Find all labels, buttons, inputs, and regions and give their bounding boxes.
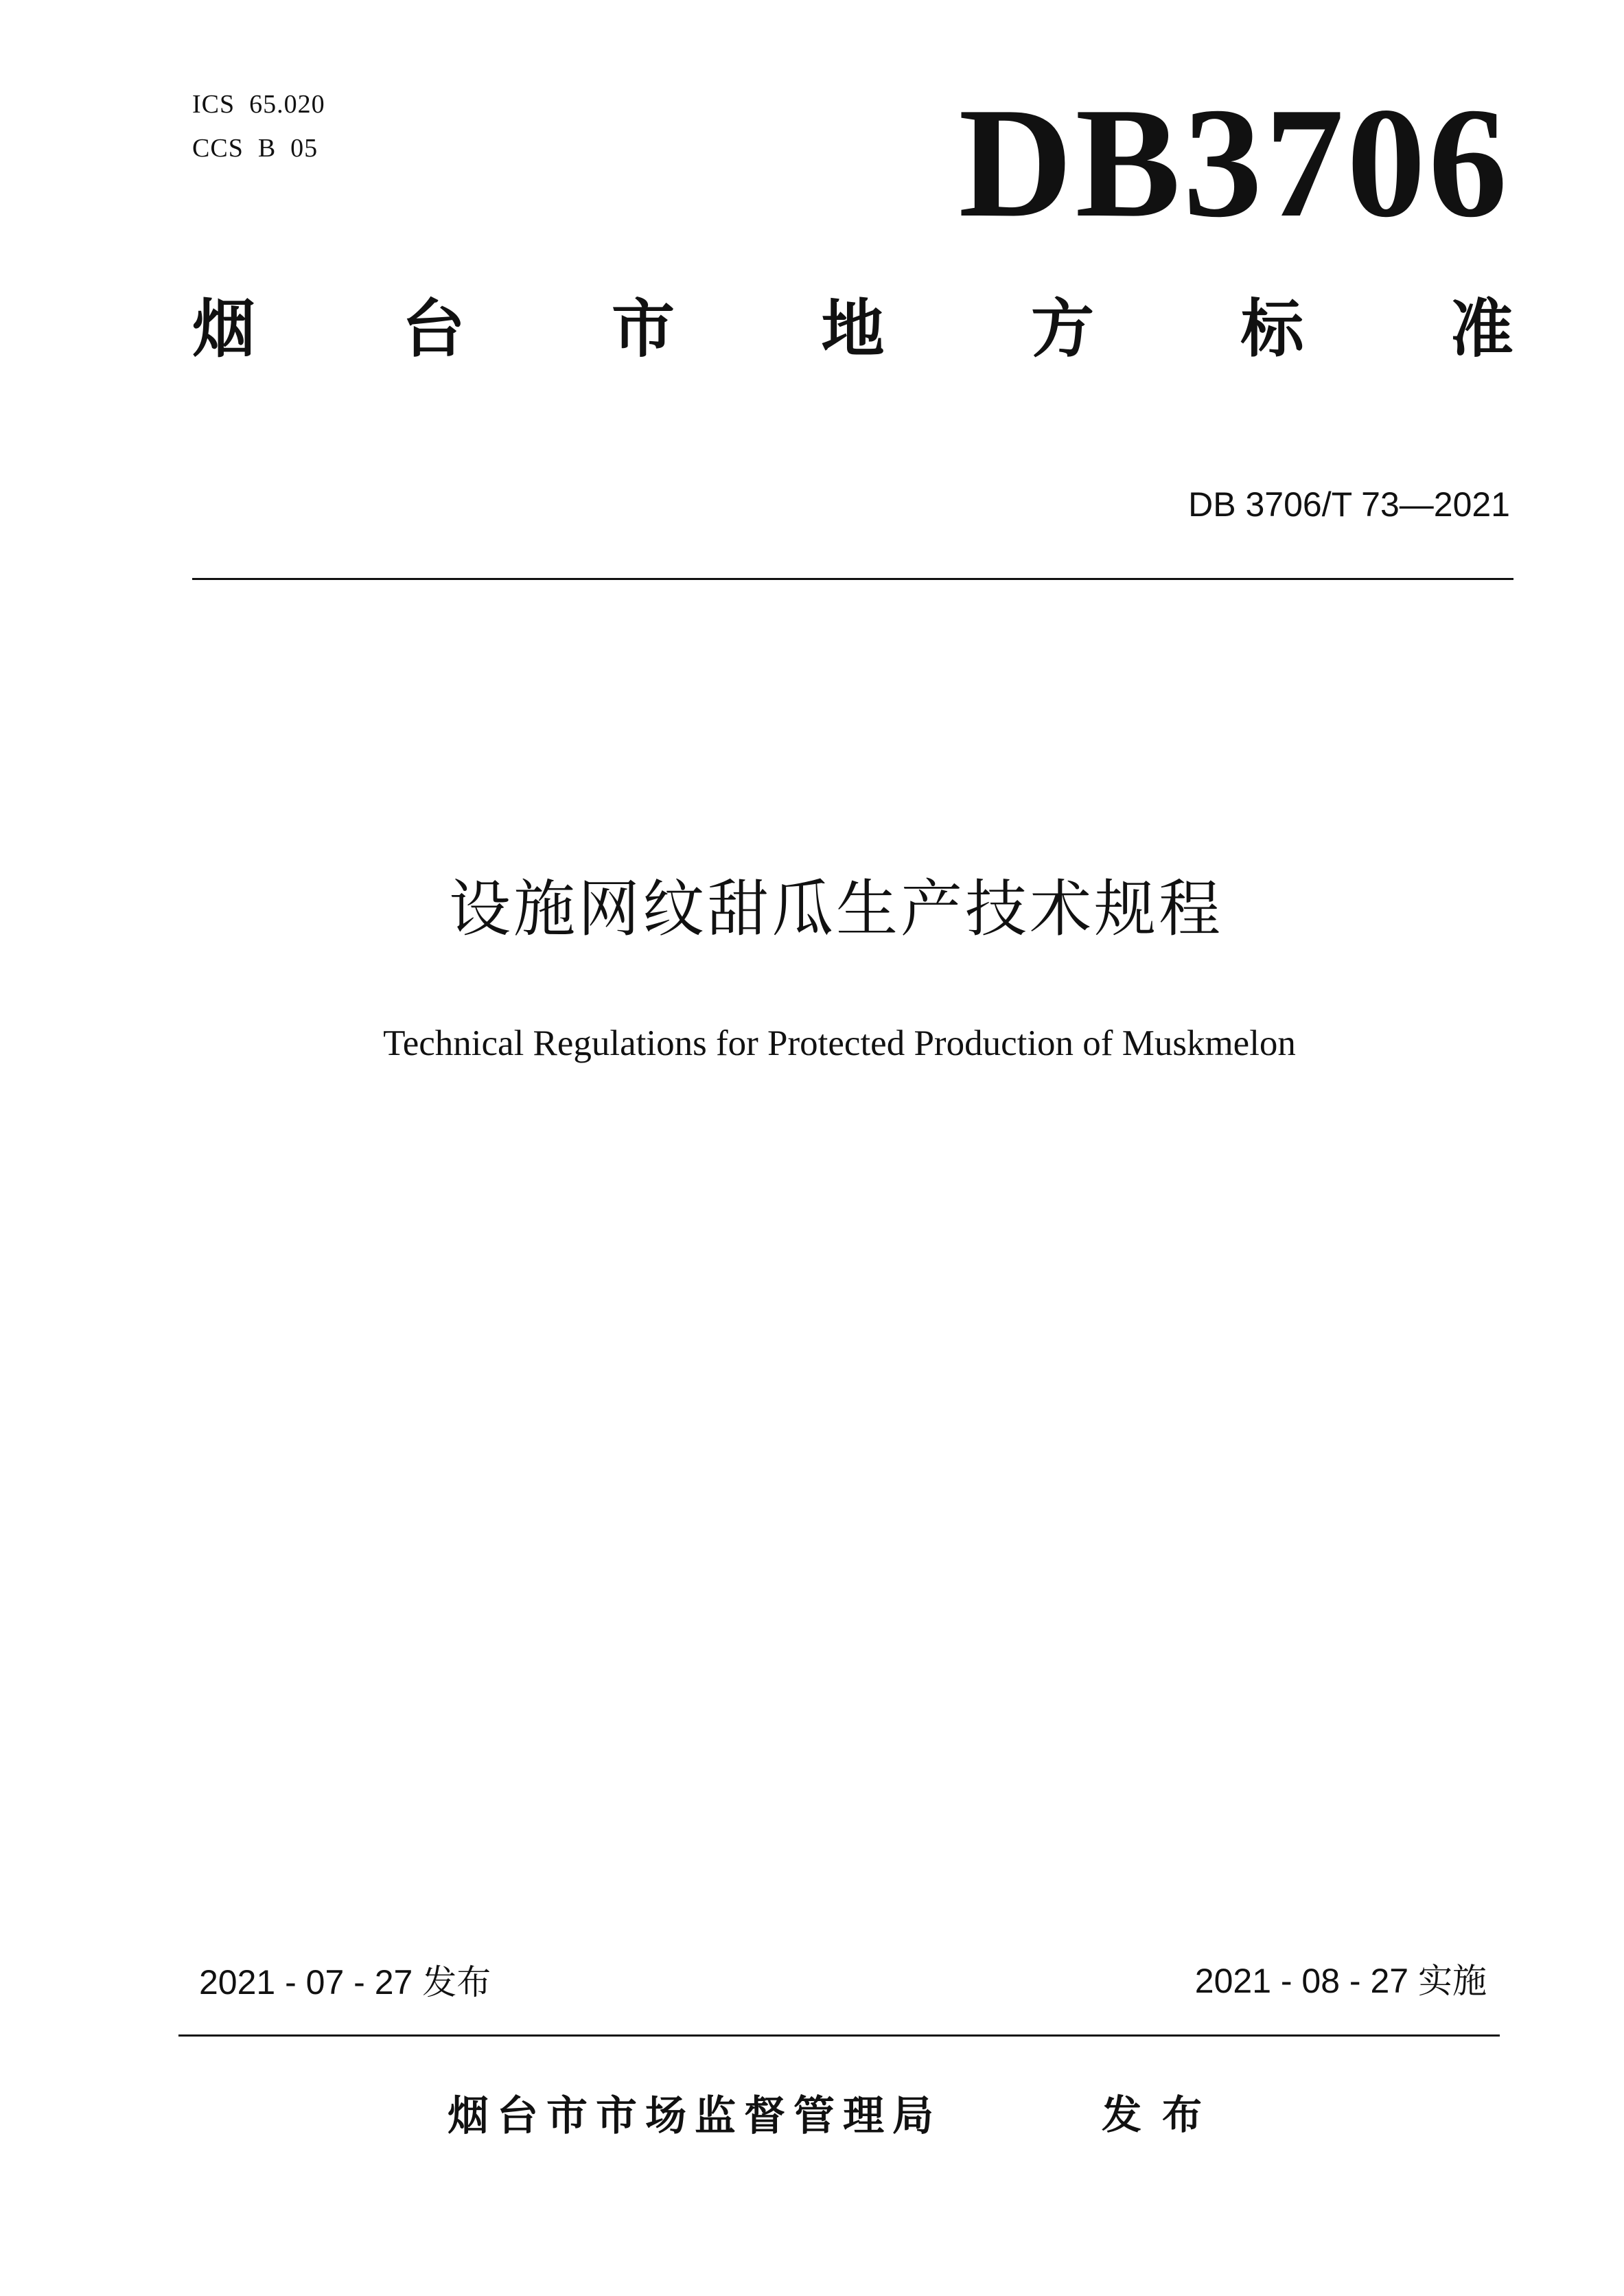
classification-codes — [192, 82, 325, 170]
standard-type-char: 地 — [821, 292, 885, 366]
issuing-authority: 烟台市市场监督管理局 — [448, 2092, 942, 2140]
standard-type-char: 烟 — [192, 292, 256, 366]
implementation-date: 2021 - 08 - 27 实施 — [1194, 1962, 1487, 2000]
standard-type-char: 台 — [402, 292, 465, 366]
standard-number: DB 3706/T 73—2021 — [1188, 485, 1510, 524]
ics-code: ICS 65.020 — [192, 90, 325, 119]
document-title-en: Technical Regulations for Protected Production of Muskmelon — [383, 1023, 1296, 1063]
header-divider — [192, 578, 1513, 580]
standard-type-char: 准 — [1450, 292, 1513, 366]
ccs-code: CCS B 05 — [192, 134, 318, 163]
footer-divider — [178, 2034, 1500, 2037]
issue-label: 发布 — [1102, 2091, 1223, 2138]
standard-type-char: 标 — [1240, 292, 1304, 366]
issue-date: 2021 - 07 - 27 发布 — [199, 1963, 491, 2002]
standard-type-char: 市 — [611, 292, 675, 366]
db-code-logo: DB3706 — [958, 75, 1510, 250]
standard-type-heading — [192, 292, 1513, 367]
document-title-cn: 设施网纹甜瓜生产技术规程 — [449, 873, 1223, 945]
standard-type-char: 方 — [1030, 292, 1094, 366]
